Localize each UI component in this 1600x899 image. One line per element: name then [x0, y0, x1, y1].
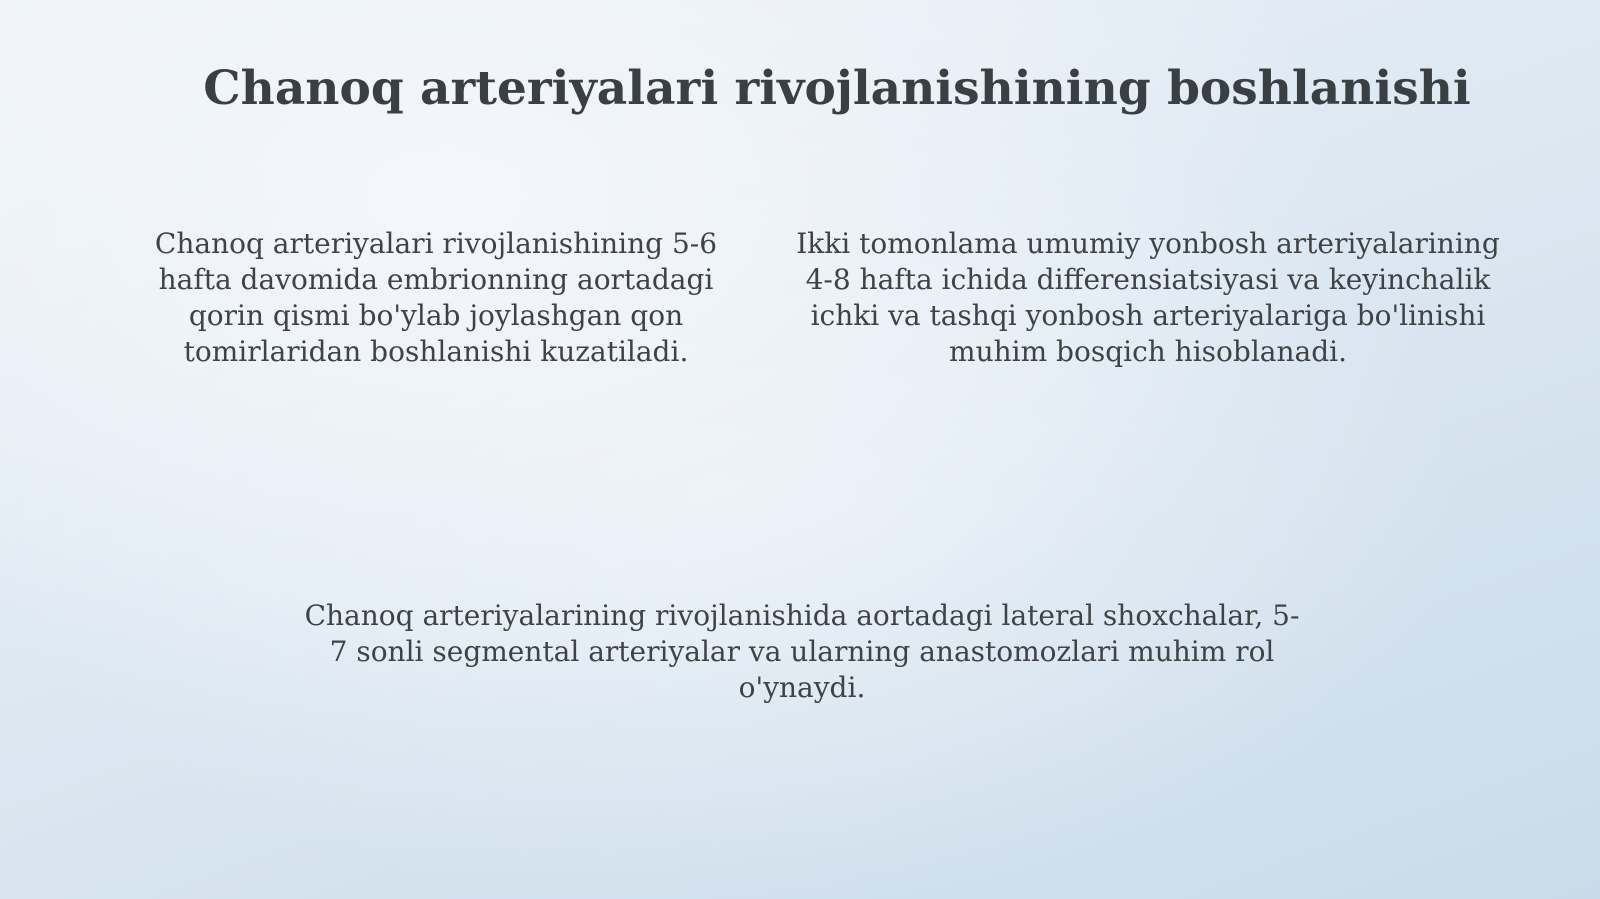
slide-title: Chanoq arteriyalari rivojlanishining boshlanishi	[203, 61, 1471, 116]
left-text-block: Chanoq arteriyalari rivojlanishining 5-6 hafta davomida embrionning aortadagi qorin qismi bo'ylab joylashgan qon tomirlaridan boshlanishi kuzatiladi.	[154, 227, 718, 368]
bottom-text-block: Chanoq arteriyalarining rivojlanishida aortadagi lateral shoxchalar, 5-7 sonli segmental arteriyalar va ularning anastomozlari muhim rol o'ynaydi.	[304, 599, 1300, 704]
right-text-block: Ikki tomonlama umumiy yonbosh arteriyalarining 4-8 hafta ichida differensiatsiyasi va keyinchalik ichki va tashqi yonbosh arteriyalariga bo'linishi muhim bosqich hisoblanadi.	[796, 227, 1500, 368]
